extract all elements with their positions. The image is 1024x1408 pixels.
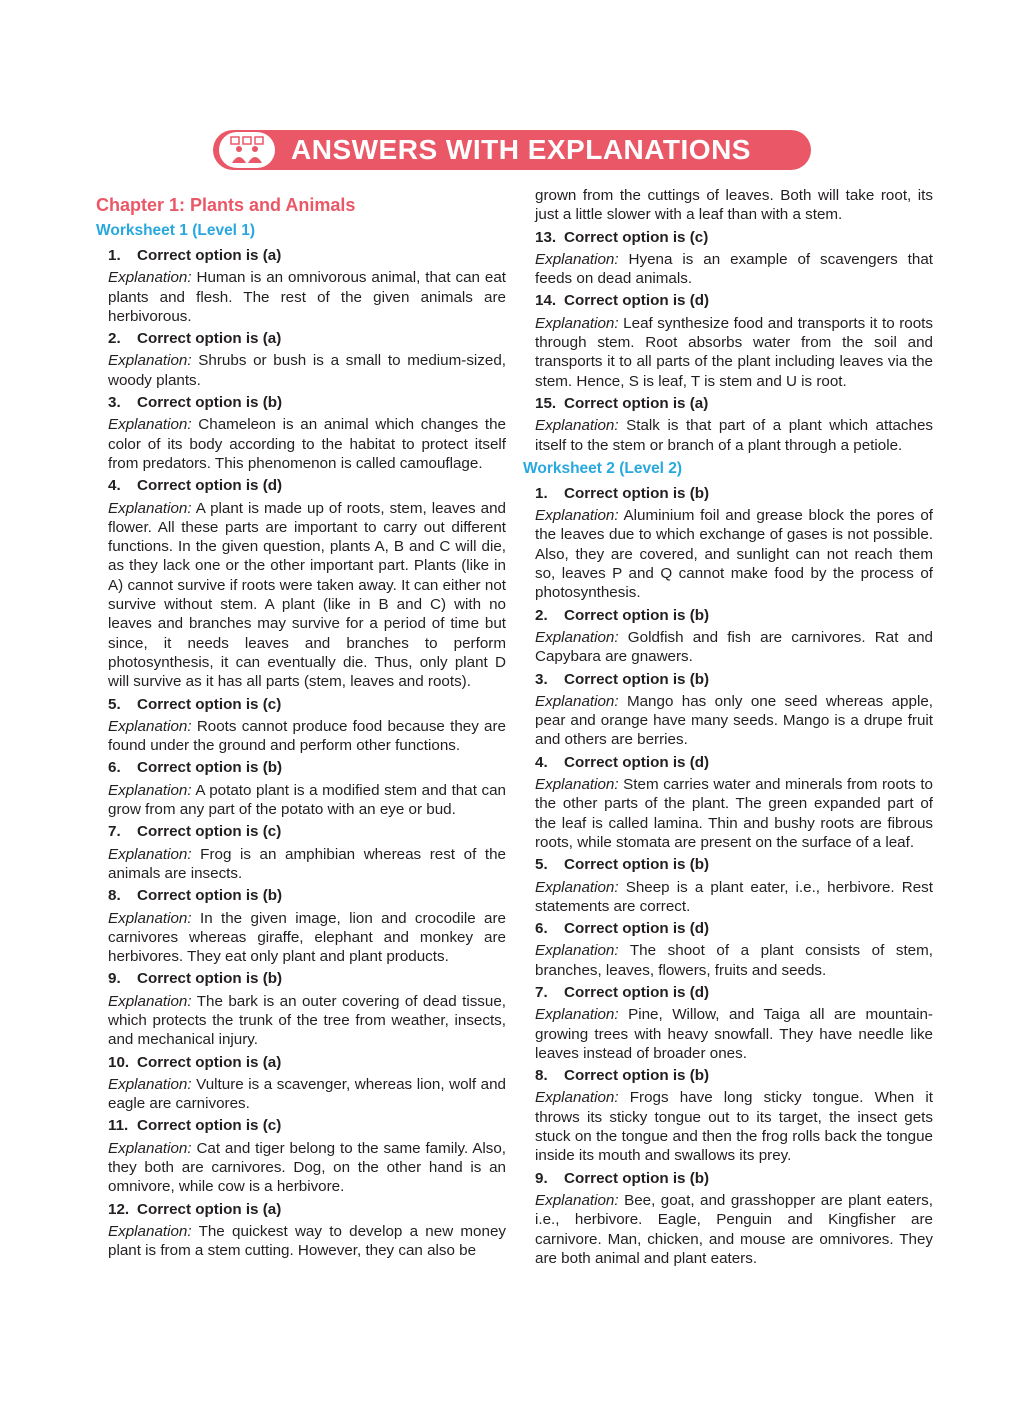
explanation-lead: Explanation: [108, 1139, 192, 1157]
option-label: Correct option is (b) [137, 759, 283, 777]
explanation-lead: Explanation: [108, 499, 192, 517]
explanation-text: Frog is an amphibian whereas rest of the animals are insects. [108, 845, 506, 882]
correct-option [108, 1116, 506, 1135]
correct-option [108, 758, 506, 777]
answer-list [523, 228, 933, 455]
answer-item [523, 606, 933, 667]
explanation-lead: Explanation: [535, 878, 619, 896]
left-column [96, 190, 506, 1264]
explanation [535, 1191, 933, 1268]
option-label: Correct option is (b) [564, 606, 710, 624]
explanation-text: Sheep is a plant eater, i.e., herbivore. Rest statements are correct. [535, 878, 933, 915]
answer-item [523, 484, 933, 603]
explanation-text: Bee, goat, and grasshopper are plant eaters, i.e., herbivore. Eagle, Penguin and Kingfisher are carnivore. Man, chicken, and mouse are omnivores. They are both animal and plant eaters. [535, 1191, 933, 1267]
banner-title: ANSWERS WITH EXPLANATIONS [291, 134, 751, 165]
option-label: Correct option is (d) [564, 753, 710, 771]
answer-item [523, 1169, 933, 1268]
explanation [108, 499, 506, 692]
question-number: 5. [108, 695, 121, 713]
correct-option [108, 393, 506, 412]
explanation-text: The quickest way to develop a new money plant is from a stem cutting. However, they can also be [108, 1222, 506, 1260]
explanation [108, 717, 506, 756]
answer-list [96, 246, 506, 1261]
explanation-text: Human is an omnivorous animal, that can eat plants and flesh. The rest of the given animals are herbivorous. [108, 269, 506, 325]
right-column [523, 186, 933, 1271]
worksheet-1-heading: Worksheet 1 (Level 1) [96, 222, 256, 239]
explanation-text: The shoot of a plant consists of stem, branches, leaves, flowers, fruits and seeds. [535, 942, 933, 979]
correct-option [535, 291, 933, 310]
explanation [535, 250, 933, 289]
answer-item [96, 329, 506, 390]
answer-item [96, 393, 506, 473]
explanation-lead: Explanation: [108, 1222, 192, 1240]
explanation-lead: Explanation: [535, 942, 619, 960]
explanation-lead: Explanation: [535, 250, 619, 268]
answer-item [96, 695, 506, 756]
explanation [535, 1088, 933, 1165]
correct-option [108, 822, 506, 841]
explanation-text: Leaf synthesize food and transports it to roots through stem. Root absorbs water from the soil and transports it to all parts of the plant including leaves via the stem. Hence, S is leaf, T is stem and U is root. [535, 314, 933, 390]
correct-option [535, 606, 933, 625]
explanation-lead: Explanation: [108, 992, 192, 1010]
explanation-lead: Explanation: [535, 692, 619, 710]
question-number: 12. [108, 1200, 130, 1218]
explanation-text: Frogs have long sticky tongue. When it throws its sticky tongue out to its target, the insect gets stuck on the tongue and then the frog rolls back the tongue inside its mouth and swallows its prey. [535, 1089, 933, 1165]
correct-option [535, 228, 933, 247]
explanation-lead: Explanation: [108, 845, 192, 863]
question-number: 6. [535, 920, 548, 938]
option-label: Correct option is (d) [564, 920, 710, 938]
option-label: Correct option is (c) [137, 823, 282, 841]
explanation-lead: Explanation: [108, 1075, 192, 1093]
correct-option [108, 1053, 506, 1072]
explanation-lead: Explanation: [535, 417, 619, 435]
answers-banner [213, 130, 811, 170]
question-number: 3. [108, 394, 121, 412]
correct-option [535, 670, 933, 689]
explanation [108, 1222, 506, 1261]
option-label: Correct option is (b) [564, 1169, 710, 1187]
question-number: 15. [535, 394, 557, 412]
answer-item [523, 670, 933, 750]
correct-option [535, 919, 933, 938]
option-label: Correct option is (b) [564, 856, 710, 874]
explanation [535, 416, 933, 455]
explanation [108, 415, 506, 473]
explanation-lead: Explanation: [108, 781, 192, 799]
answer-item [96, 246, 506, 326]
answer-item [523, 228, 933, 289]
option-label: Correct option is (c) [137, 1117, 282, 1135]
explanation-lead: Explanation: [108, 416, 192, 434]
correct-option [535, 855, 933, 874]
answer-item [96, 969, 506, 1049]
option-label: Correct option is (a) [137, 1053, 282, 1071]
explanation [535, 314, 933, 391]
correct-option [535, 484, 933, 503]
correct-option [108, 695, 506, 714]
answer-list [523, 484, 933, 1268]
explanation [535, 941, 933, 980]
answer-item [523, 1066, 933, 1165]
explanation-lead: Explanation: [535, 314, 619, 332]
question-number: 4. [108, 477, 121, 495]
question-number: 10. [108, 1053, 130, 1071]
option-label: Correct option is (a) [137, 1200, 282, 1218]
option-label: Correct option is (d) [564, 292, 710, 310]
correct-option [535, 983, 933, 1002]
explanation [108, 781, 506, 820]
option-label: Correct option is (c) [564, 228, 709, 246]
explanation-text: In the given image, lion and crocodile are carnivores whereas giraffe, elephant and monkey are herbivores. They eat only plant and plant products. [108, 909, 506, 966]
correct-option [108, 1200, 506, 1219]
explanation-text: Hyena is an example of scavengers that feeds on dead animals. [535, 250, 933, 288]
correct-option [535, 1169, 933, 1188]
explanation-lead: Explanation: [108, 269, 192, 287]
question-number: 11. [108, 1117, 129, 1135]
question-number: 1. [535, 484, 548, 502]
explanation-lead: Explanation: [535, 1006, 619, 1024]
answer-item [523, 919, 933, 980]
answer-item [96, 476, 506, 691]
question-number: 2. [535, 606, 548, 624]
correct-option [535, 753, 933, 772]
correct-option [108, 246, 506, 265]
answer-item [96, 1116, 506, 1196]
explanation [535, 1005, 933, 1063]
correct-option [535, 1066, 933, 1085]
option-label: Correct option is (c) [137, 695, 282, 713]
explanation [535, 506, 933, 602]
answer-item [96, 1200, 506, 1261]
explanation-lead: Explanation: [535, 507, 619, 525]
explanation-text: Shrubs or bush is a small to medium-sized, woody plants. [108, 352, 506, 389]
explanation-lead: Explanation: [535, 1191, 619, 1209]
explanation-text: Pine, Willow, and Taiga all are mountain-growing trees with heavy snowfall. They have needle like leaves instead of broader ones. [535, 1006, 933, 1062]
question-number: 2. [108, 330, 121, 348]
worksheet-2-heading: Worksheet 2 (Level 2) [523, 459, 683, 477]
explanation-text: A potato plant is a modified stem and that can grow from any part of the potato with an eye or bud. [108, 781, 506, 819]
explanation-lead: Explanation: [108, 352, 192, 370]
option-label: Correct option is (b) [564, 1067, 710, 1085]
question-number: 9. [535, 1169, 548, 1187]
correct-option [108, 886, 506, 905]
explanation [535, 692, 933, 750]
question-number: 14. [535, 292, 557, 310]
explanation [108, 1075, 506, 1114]
answer-item [523, 855, 933, 916]
option-label: Correct option is (b) [137, 970, 283, 988]
explanation [535, 775, 933, 852]
explanation-lead: Explanation: [535, 776, 619, 794]
explanation [108, 845, 506, 884]
explanation [108, 351, 506, 390]
answer-item [523, 394, 933, 455]
answer-item [96, 1053, 506, 1114]
explanation-text: Roots cannot produce food because they are found under the ground and perform other functions. [108, 717, 506, 755]
explanation-text: Goldfish and fish are carnivores. Rat and Capybara are gnawers. [535, 628, 933, 666]
correct-option [108, 476, 506, 495]
answer-item [96, 886, 506, 966]
people-with-signs-icon [219, 132, 275, 168]
option-label: Correct option is (b) [137, 887, 283, 905]
option-label: Correct option is (b) [137, 394, 283, 412]
explanation [108, 1139, 506, 1197]
question-number: 8. [535, 1067, 548, 1085]
option-label: Correct option is (a) [137, 330, 282, 348]
explanation-text: Aluminium foil and grease block the pores of the leaves due to which exchange of gases is not possible. Also, they are covered, and sunlight can not reach them so, leaves P and Q cannot make food by the process of photosynthesis. [535, 507, 933, 602]
option-label: Correct option is (d) [564, 983, 710, 1001]
option-label: Correct option is (a) [137, 247, 282, 264]
explanation-lead: Explanation: [108, 909, 192, 927]
question-number: 13. [535, 228, 557, 246]
question-number: 9. [108, 970, 121, 988]
option-label: Correct option is (b) [564, 670, 710, 688]
explanation [535, 628, 933, 667]
answer-item [523, 753, 933, 852]
question-number: 1. [108, 247, 121, 264]
explanation [108, 268, 506, 326]
explanation-text: Stem carries water and minerals from roots to the other parts of the plant. The green expanded part of the leaf is called lamina. Thin and bushy roots are fibrous roots, while stomata are present on the surface of a leaf. [535, 776, 933, 851]
option-label: Correct option is (a) [564, 394, 709, 412]
answer-item [523, 983, 933, 1063]
question-number: 6. [108, 759, 121, 777]
explanation-text: Stalk is that part of a plant which attaches itself to the stem or branch of a plant through a petiole. [535, 417, 933, 454]
answer-item [96, 822, 506, 883]
question-number: 7. [535, 983, 548, 1001]
continued-explanation: grown from the cuttings of leaves. Both will take root, its just a little slower with a leaf than with a stem. [535, 187, 933, 224]
explanation-text: The bark is an outer covering of dead tissue, which protects the trunk of the tree from weather, insects, and mechanical injury. [108, 992, 506, 1049]
explanation-text: Vulture is a scavenger, whereas lion, wolf and eagle are carnivores. [108, 1075, 506, 1113]
explanation-text: Cat and tiger belong to the same family. Also, they both are carnivores. Dog, on the other hand is an omnivore, while cow is a herbivore. [108, 1139, 506, 1196]
chapter-title: Chapter 1: Plants and Animals [96, 195, 356, 215]
correct-option [108, 969, 506, 988]
explanation-text: Chameleon is an animal which changes the color of its body according to the habitat to protect itself from predators. This phenomenon is called camouflage. [108, 416, 506, 472]
explanation-text: A plant is made up of roots, stem, leaves and flower. All these parts are important to carry out different functions. In the given question, plants A, B and C will die, as they lack one or the other important part. Plants (like in A) cannot survive if roots were taken away. It can either not survive without stem. A plant (like in B and C) with no leaves and branches may survive for a period of time but since, it needs leaves and branches to perform photosynthesis, it can eventually die. Thus, only plant D will survive as it has all parts (stem, leaves and roots). [108, 499, 506, 691]
option-label: Correct option is (b) [564, 484, 710, 502]
question-number: 3. [535, 670, 548, 688]
explanation-lead: Explanation: [535, 628, 619, 646]
correct-option [535, 394, 933, 413]
answer-item [96, 758, 506, 819]
explanation-lead: Explanation: [535, 1089, 619, 1107]
correct-option [108, 329, 506, 348]
question-number: 8. [108, 887, 121, 905]
explanation [108, 992, 506, 1050]
option-label: Correct option is (d) [137, 477, 283, 495]
explanation-lead: Explanation: [108, 717, 192, 735]
answer-item [523, 291, 933, 390]
question-number: 4. [535, 753, 548, 771]
explanation [108, 909, 506, 967]
question-number: 5. [535, 856, 548, 874]
explanation-text: Mango has only one seed whereas apple, pear and orange have many seeds. Mango is a drupe fruit and others are berries. [535, 692, 933, 749]
explanation [535, 878, 933, 917]
question-number: 7. [108, 823, 121, 841]
